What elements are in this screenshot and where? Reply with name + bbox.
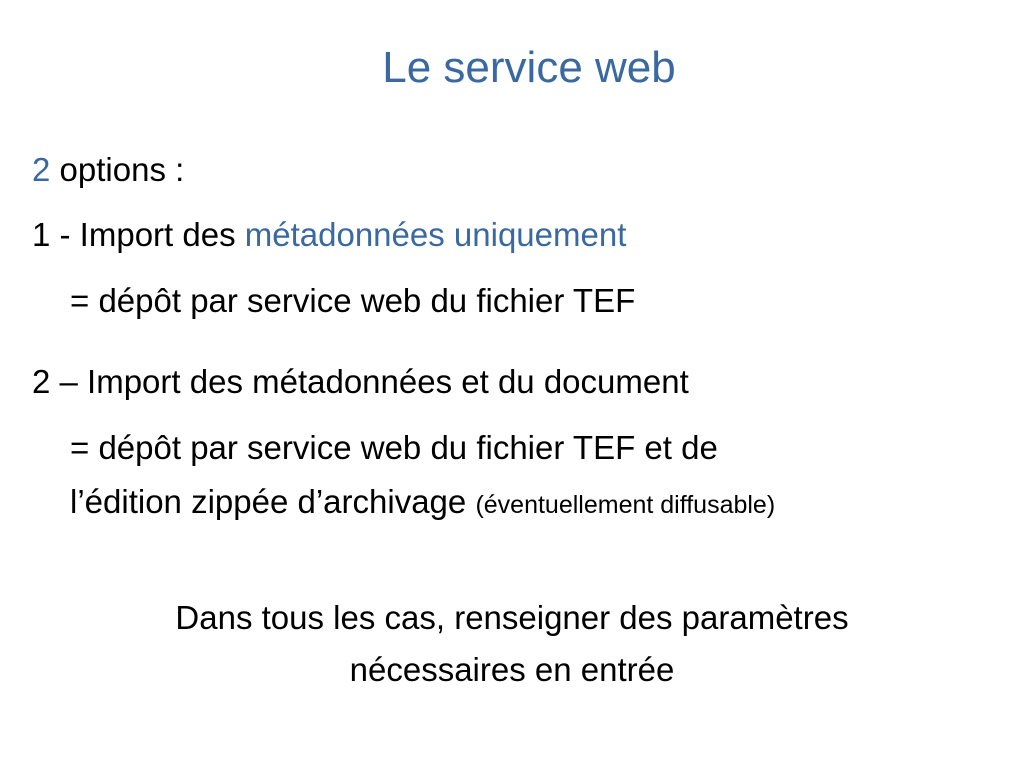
option-2-detail-note: (éventuellement diffusable): [475, 491, 776, 519]
option-1-prefix: 1 - Import des: [32, 216, 245, 253]
options-count-line: [32, 150, 184, 190]
conclusion-line-1: Dans tous les cas, renseigner des paramètres: [175, 599, 849, 636]
option-2-detail-line-1: = dépôt par service web du fichier TEF et de: [70, 429, 718, 466]
conclusion-line-2: nécessaires en entrée: [349, 651, 675, 688]
slide-title: Le service web: [382, 43, 676, 92]
option-2-detail-line-2: [70, 482, 775, 525]
option-1-detail: = dépôt par service web du fichier TEF: [70, 282, 636, 319]
options-count-text: options :: [50, 151, 185, 188]
options-count-number: 2: [32, 151, 51, 188]
option-2-heading: 2 – Import des métadonnées et du document: [32, 363, 689, 400]
conclusion: [0, 592, 1024, 696]
option-2-detail-text: l’édition zippée d’archivage: [70, 483, 476, 520]
option-1-heading: [32, 215, 626, 255]
option-1-highlight: métadonnées uniquement: [244, 216, 627, 253]
